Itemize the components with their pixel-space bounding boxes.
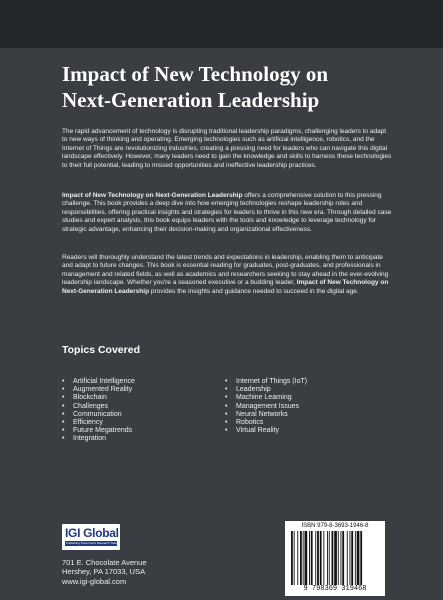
barcode-bar (300, 531, 302, 585)
description-paragraph-3 (62, 254, 392, 296)
barcode-bar (357, 531, 360, 585)
topics-list-left (62, 378, 135, 444)
barcode-bar (305, 531, 308, 585)
topic-item: • Blockchain (62, 394, 135, 402)
topics-heading: Topics Covered (62, 344, 140, 356)
publisher-logo (62, 524, 120, 550)
publisher-logo-tagline: Publishing Tomorrow's Research Today (66, 541, 119, 545)
topic-item: • Integration (62, 435, 135, 443)
topic-item: • Robotics (225, 419, 307, 427)
barcode-bar (317, 531, 319, 585)
topic-item: • Future Megatrends (62, 427, 135, 435)
description-book-title-bold: Impact of New Technology on Next-Generation Leadership (62, 279, 389, 295)
barcode-bar (309, 531, 310, 585)
topic-item: • Internet of Things (IoT) (225, 378, 307, 386)
description-paragraph-2-text: offers a comprehensive solution to this pressing challenge. This book provides a deep dive into how emerging technologies reshape leadership roles and responsibilities, offering practical insights and strategies for leaders to thrive in this new era. Through detailed case studies and expert analysis, this book equips leaders with the tools and knowledge to leverage technology for strategic advantage, enhancing their decision-making and organizational effectiveness. (62, 192, 392, 233)
publisher-logo-text: IGI Global (65, 526, 119, 540)
barcode-bar (334, 531, 337, 585)
barcode-bar (315, 531, 316, 585)
topic-item: • Artificial Intelligence (62, 378, 135, 386)
barcode-bar (332, 531, 334, 585)
barcode-bar (360, 531, 362, 585)
barcode-bar (327, 531, 328, 585)
barcode-bar (297, 531, 298, 585)
barcode-bar (329, 531, 330, 585)
topic-item: • Virtual Reality (225, 427, 307, 435)
barcode-icon (291, 531, 379, 585)
barcode-bar (355, 531, 356, 585)
description-paragraph-3-start: Readers will thoroughly understand the latest trends and expectations in leadership, enabling them to anticipate and adapt to future changes. This book is essential reading for graduates, post-graduates, and professionals in management and related fields, as well as academics and researchers seeking to stay ahead in the ever-evolving leadership landscape. Whether you're a seasoned executive or a budding leader, (62, 254, 389, 287)
barcode-bar (303, 531, 304, 585)
publisher-logo-tagline-bar (65, 541, 117, 546)
topic-item: • Augmented Reality (62, 386, 135, 394)
topic-item: • Leadership (225, 386, 307, 394)
isbn-label: ISBN 979-8-3693-1946-8 (301, 523, 369, 529)
topic-item: • Machine Learning (225, 394, 307, 402)
barcode-bar (347, 531, 348, 585)
back-cover (0, 48, 443, 600)
address-street: 701 E. Chocolate Avenue (62, 558, 147, 567)
description-paragraph-2 (62, 192, 392, 234)
barcode-bar (291, 531, 293, 585)
barcode-bar (342, 531, 344, 585)
barcode-bar (294, 531, 295, 585)
barcode-bar (338, 531, 339, 585)
isbn-barcode-panel (285, 521, 385, 596)
topic-item: • Neural Networks (225, 411, 307, 419)
topics-list-right (225, 378, 307, 435)
book-title-line-1: Impact of New Technology on (62, 62, 329, 86)
publisher-address (62, 558, 147, 586)
book-title (62, 61, 392, 113)
book-title-line-2: Next-Generation Leadership (62, 88, 320, 112)
barcode-bar (341, 531, 342, 585)
barcode-bar (320, 531, 322, 585)
topic-item: • Challenges (62, 403, 135, 411)
publisher-website: www.igi-global.com (62, 576, 127, 586)
topic-item: • Management Issues (225, 403, 307, 411)
address-city: Hershey, PA 17033, USA (62, 567, 146, 577)
description-paragraph-1: The rapid advancement of technology is disrupting traditional leadership paradigms, challenging leaders to adapt to new ways of thinking and operating. Emerging technologies such as artificial intelligence, robotics, and the Internet of Things are revolutionizing industries, creating a pressing need for leaders who can navigate this digital landscape effectively. However, many leaders need to gain the knowledge and skills to harness these technologies to their full potential, leading to missed opportunities and ineffective leadership practices. (62, 128, 392, 169)
barcode-bar (351, 531, 353, 585)
top-band (0, 0, 443, 48)
topic-item: • Communication (62, 411, 135, 419)
description-paragraph-3-end: provides the insights and guidance needed to succeed in the digital age. (149, 287, 359, 295)
barcode-bar (323, 531, 324, 585)
topic-item: • Efficiency (62, 419, 135, 427)
description-book-title-bold: Impact of New Technology on Next-Generation Leadership (62, 192, 243, 199)
barcode-digits: 9 798369 319468 (303, 585, 367, 593)
barcode-bar (350, 531, 351, 585)
barcode-bar (311, 531, 313, 585)
